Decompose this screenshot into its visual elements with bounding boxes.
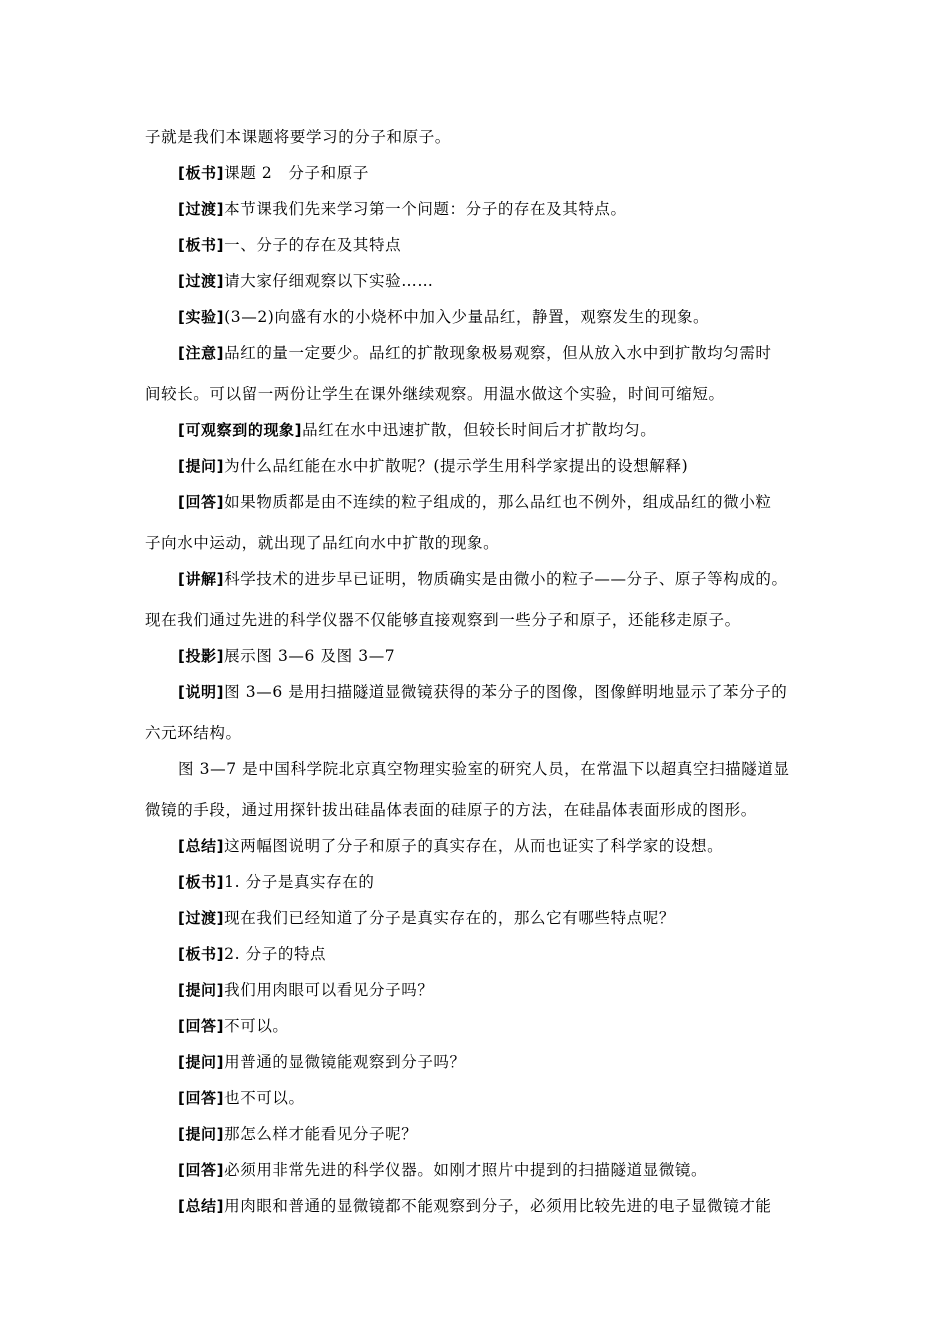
- section-tag: [回答]: [178, 1161, 225, 1179]
- section-tag: [实验]: [178, 308, 225, 326]
- text-line: [178, 492, 828, 512]
- paragraph-text: 2. 分子的特点: [224, 945, 327, 963]
- text-line: [178, 1052, 828, 1072]
- text-line: [178, 908, 828, 928]
- paragraph-text: 我们用肉眼可以看见分子吗？: [224, 981, 434, 999]
- text-line: [178, 1124, 828, 1144]
- paragraph-text: 如果物质都是由不连续的粒子组成的，那么品红也不例外，组成品红的微小粒: [224, 493, 772, 511]
- section-tag: [投影]: [178, 647, 225, 665]
- paragraph-continuation: 间较长。可以留一两份让学生在课外继续观察。用温水做这个实验，时间可缩短。: [145, 385, 725, 403]
- section-tag: [提问]: [178, 981, 225, 999]
- section-tag: [提问]: [178, 1125, 225, 1143]
- paragraph-continuation: 现在我们通过先进的科学仪器不仅能够直接观察到一些分子和原子，还能移走原子。: [145, 611, 741, 629]
- section-tag: [回答]: [178, 1089, 225, 1107]
- text-line: [178, 271, 828, 291]
- section-tag: [可观察到的现象]: [178, 421, 303, 439]
- paragraph-text: 展示图 3—6 及图 3—7: [224, 647, 396, 665]
- text-line: [178, 872, 828, 892]
- paragraph-text: 用普通的显微镜能观察到分子吗？: [224, 1053, 466, 1071]
- section-tag: [板书]: [178, 236, 225, 254]
- paragraph-text: 本节课我们先来学习第一个问题：分子的存在及其特点。: [224, 200, 627, 218]
- text-line: [178, 759, 828, 779]
- section-tag: [板书]: [178, 164, 225, 182]
- text-line: [145, 533, 825, 553]
- paragraph-text: 用肉眼和普通的显微镜都不能观察到分子，必须用比较先进的电子显微镜才能: [224, 1197, 772, 1215]
- text-line: [178, 307, 828, 327]
- section-tag: [提问]: [178, 1053, 225, 1071]
- text-line: [178, 1196, 828, 1216]
- section-tag: [板书]: [178, 945, 225, 963]
- section-tag: [过渡]: [178, 200, 225, 218]
- section-tag: [说明]: [178, 683, 225, 701]
- section-tag: [注意]: [178, 344, 225, 362]
- section-tag: [提问]: [178, 457, 225, 475]
- paragraph-text: 也不可以。: [224, 1089, 305, 1107]
- paragraph-text: 那怎么样才能看见分子呢？: [224, 1125, 418, 1143]
- paragraph-text: 不可以。: [224, 1017, 289, 1035]
- text-line: [178, 235, 828, 255]
- section-tag: [讲解]: [178, 570, 225, 588]
- paragraph-continuation: 子向水中运动，就出现了品红向水中扩散的现象。: [145, 534, 500, 552]
- paragraph-text: 课题 2 分子和原子: [224, 164, 369, 182]
- paragraph-text: 科学技术的进步早已证明，物质确实是由微小的粒子——分子、原子等构成的。: [224, 570, 788, 588]
- text-line: [178, 646, 828, 666]
- text-line: [178, 163, 828, 183]
- paragraph-text: 一、分子的存在及其特点: [224, 236, 402, 254]
- text-line: [178, 343, 828, 363]
- text-line: [178, 1016, 828, 1036]
- paragraph-text: 这两幅图说明了分子和原子的真实存在，从而也证实了科学家的设想。: [224, 837, 724, 855]
- text-line: [178, 980, 828, 1000]
- paragraph-text: 为什么品红能在水中扩散呢？(提示学生用科学家提出的设想解释): [224, 457, 689, 475]
- text-line: [145, 800, 825, 820]
- text-line: [145, 384, 825, 404]
- text-line: [178, 420, 828, 440]
- paragraph-continuation: 六元环结构。: [145, 724, 242, 742]
- paragraph-text: 1. 分子是真实存在的: [224, 873, 375, 891]
- section-tag: [回答]: [178, 1017, 225, 1035]
- paragraph-text: 图 3—6 是用扫描隧道显微镜获得的苯分子的图像，图像鲜明地显示了苯分子的: [224, 683, 788, 701]
- text-line: [178, 1160, 828, 1180]
- section-tag: [板书]: [178, 873, 225, 891]
- text-line: [178, 682, 828, 702]
- section-tag: [过渡]: [178, 909, 225, 927]
- paragraph-text: 品红的量一定要少。品红的扩散现象极易观察，但从放入水中到扩散均匀需时: [224, 344, 772, 362]
- paragraph-text: 品红在水中迅速扩散，但较长时间后才扩散均匀。: [302, 421, 657, 439]
- text-line: [178, 199, 828, 219]
- text-line: [145, 610, 825, 630]
- paragraph-text: 必须用非常先进的科学仪器。如刚才照片中提到的扫描隧道显微镜。: [224, 1161, 708, 1179]
- section-tag: [总结]: [178, 1197, 225, 1215]
- paragraph-text: 图 3—7 是中国科学院北京真空物理实验室的研究人员，在常温下以超真空扫描隧道显: [178, 760, 790, 778]
- section-tag: [过渡]: [178, 272, 225, 290]
- text-line: [178, 944, 828, 964]
- text-line: [178, 836, 828, 856]
- paragraph-text: 现在我们已经知道了分子是真实存在的，那么它有哪些特点呢？: [224, 909, 675, 927]
- text-line: [145, 127, 825, 147]
- text-line: [178, 1088, 828, 1108]
- text-line: [178, 569, 828, 589]
- text-line: [178, 456, 828, 476]
- paragraph-continuation: 微镜的手段，通过用探针拔出硅晶体表面的硅原子的方法，在硅晶体表面形成的图形。: [145, 801, 757, 819]
- paragraph-text: 请大家仔细观察以下实验……: [224, 272, 434, 290]
- paragraph-text: (3—2)向盛有水的小烧杯中加入少量品红，静置，观察发生的现象。: [224, 308, 710, 326]
- text-line: [145, 723, 825, 743]
- section-tag: [回答]: [178, 493, 225, 511]
- paragraph-text: 子就是我们本课题将要学习的分子和原子。: [145, 128, 451, 146]
- section-tag: [总结]: [178, 837, 225, 855]
